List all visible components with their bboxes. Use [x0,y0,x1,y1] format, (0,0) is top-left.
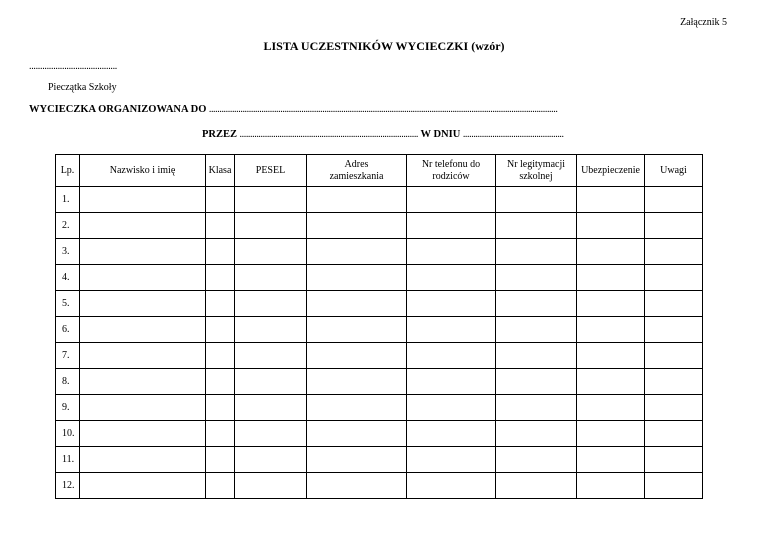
table-cell[interactable] [407,213,496,239]
table-cell[interactable] [577,369,645,395]
table-cell[interactable] [80,369,206,395]
row-number: 4. [56,265,80,291]
table-cell[interactable] [235,473,307,499]
table-cell[interactable] [206,291,235,317]
table-row [56,473,703,499]
table-cell[interactable] [206,421,235,447]
table-cell[interactable] [645,239,703,265]
table-cell[interactable] [496,291,577,317]
table-row [56,187,703,213]
table-cell[interactable] [307,187,407,213]
table-cell[interactable] [235,421,307,447]
table-cell[interactable] [645,395,703,421]
row-number: 3. [56,239,80,265]
table-cell[interactable] [307,213,407,239]
table-cell[interactable] [407,187,496,213]
table-cell[interactable] [235,447,307,473]
table-cell[interactable] [577,343,645,369]
table-cell[interactable] [80,239,206,265]
table-cell[interactable] [645,213,703,239]
table-cell[interactable] [235,369,307,395]
table-row [56,291,703,317]
table-cell[interactable] [235,291,307,317]
row-number: 7. [56,343,80,369]
table-cell[interactable] [577,265,645,291]
table-cell[interactable] [577,421,645,447]
table-cell[interactable] [496,187,577,213]
table-cell[interactable] [645,343,703,369]
row-number: 11. [56,447,80,473]
trip-destination-line [29,104,557,115]
table-cell[interactable] [206,369,235,395]
table-cell[interactable] [80,473,206,499]
header-notes: Uwagi [645,155,703,187]
table-cell[interactable] [407,239,496,265]
table-cell[interactable] [577,317,645,343]
table-cell[interactable] [206,317,235,343]
table-cell[interactable] [235,187,307,213]
participants-table [55,154,703,499]
trip-destination-field[interactable]: ...................................................................................................................................................................... [208,104,558,115]
row-number: 2. [56,213,80,239]
organizer-label: PRZEZ [202,129,238,140]
table-cell[interactable] [307,421,407,447]
date-label: W DNIU [420,129,461,140]
stamp-dotted-line: ........................................ [29,61,118,72]
row-number: 12. [56,473,80,499]
table-cell[interactable] [496,395,577,421]
table-cell[interactable] [80,395,206,421]
table-cell[interactable] [80,421,206,447]
organizer-field[interactable]: ..................................................................................... [239,129,419,140]
header-address: Adres zamieszkania [307,155,407,187]
table-cell[interactable] [407,291,496,317]
table-cell[interactable] [206,265,235,291]
table-cell[interactable] [577,395,645,421]
table-cell[interactable] [496,343,577,369]
table-cell[interactable] [80,447,206,473]
table-row [56,447,703,473]
table-cell[interactable] [407,317,496,343]
table-cell[interactable] [80,317,206,343]
table-cell[interactable] [577,447,645,473]
table-cell[interactable] [235,317,307,343]
table-cell[interactable] [307,473,407,499]
header-class: Klasa [206,155,235,187]
table-cell[interactable] [307,317,407,343]
table-cell[interactable] [206,395,235,421]
table-cell[interactable] [577,291,645,317]
table-cell[interactable] [407,343,496,369]
row-number: 5. [56,291,80,317]
table-cell[interactable] [307,369,407,395]
table-cell[interactable] [80,265,206,291]
table-cell[interactable] [206,213,235,239]
table-cell[interactable] [307,395,407,421]
table-cell[interactable] [496,265,577,291]
table-cell[interactable] [307,291,407,317]
table-cell[interactable] [496,447,577,473]
table-cell[interactable] [407,421,496,447]
row-number: 1. [56,187,80,213]
table-cell[interactable] [645,265,703,291]
table-cell[interactable] [235,343,307,369]
attachment-label: Załącznik 5 [680,17,727,28]
header-pesel: PESEL [235,155,307,187]
table-cell[interactable] [645,187,703,213]
header-student-id: Nr legitymacji szkolnej [496,155,577,187]
row-number: 10. [56,421,80,447]
table-cell[interactable] [496,421,577,447]
page-title: LISTA UCZESTNIKÓW WYCIECZKI (wzór) [263,39,505,53]
table-cell[interactable] [235,265,307,291]
table-cell[interactable] [645,447,703,473]
table-row [56,369,703,395]
row-number: 6. [56,317,80,343]
table-cell[interactable] [407,265,496,291]
table-cell[interactable] [645,473,703,499]
row-number: 9. [56,395,80,421]
table-row [56,421,703,447]
table-cell[interactable] [496,369,577,395]
table-cell[interactable] [577,473,645,499]
table-cell[interactable] [645,317,703,343]
table-cell[interactable] [496,473,577,499]
table-cell[interactable] [496,239,577,265]
table-cell[interactable] [206,239,235,265]
stamp-label: Pieczątka Szkoły [48,82,117,93]
table-cell[interactable] [496,213,577,239]
table-cell[interactable] [235,213,307,239]
row-number: 8. [56,369,80,395]
table-cell[interactable] [645,421,703,447]
table-cell[interactable] [645,291,703,317]
table-cell[interactable] [645,369,703,395]
table-row [56,343,703,369]
organizer-date-line [202,129,564,140]
table-cell[interactable] [235,395,307,421]
table-cell[interactable] [407,473,496,499]
header-lp: Lp. [56,155,80,187]
table-cell[interactable] [206,343,235,369]
table-cell[interactable] [206,187,235,213]
table-cell[interactable] [407,395,496,421]
table-cell[interactable] [307,343,407,369]
table-cell[interactable] [577,187,645,213]
header-insurance: Ubezpieczenie [577,155,645,187]
table-cell[interactable] [235,239,307,265]
table-row [56,265,703,291]
table-cell[interactable] [80,187,206,213]
table-cell[interactable] [80,291,206,317]
table-cell[interactable] [307,265,407,291]
table-cell[interactable] [307,239,407,265]
table-cell[interactable] [206,473,235,499]
table-cell[interactable] [407,447,496,473]
table-cell[interactable] [80,343,206,369]
table-row [56,239,703,265]
table-row [56,395,703,421]
table-cell[interactable] [577,239,645,265]
header-parent-phone: Nr telefonu do rodziców [407,155,496,187]
header-name: Nazwisko i imię [80,155,206,187]
table-cell[interactable] [206,447,235,473]
table-cell[interactable] [80,213,206,239]
table-row [56,213,703,239]
table-cell[interactable] [577,213,645,239]
table-row [56,317,703,343]
table-header-row [56,155,703,187]
table-cell[interactable] [407,369,496,395]
trip-destination-label: WYCIECZKA ORGANIZOWANA DO [29,104,207,115]
table-cell[interactable] [496,317,577,343]
date-field[interactable]: ................................................ [462,129,564,140]
table-cell[interactable] [307,447,407,473]
